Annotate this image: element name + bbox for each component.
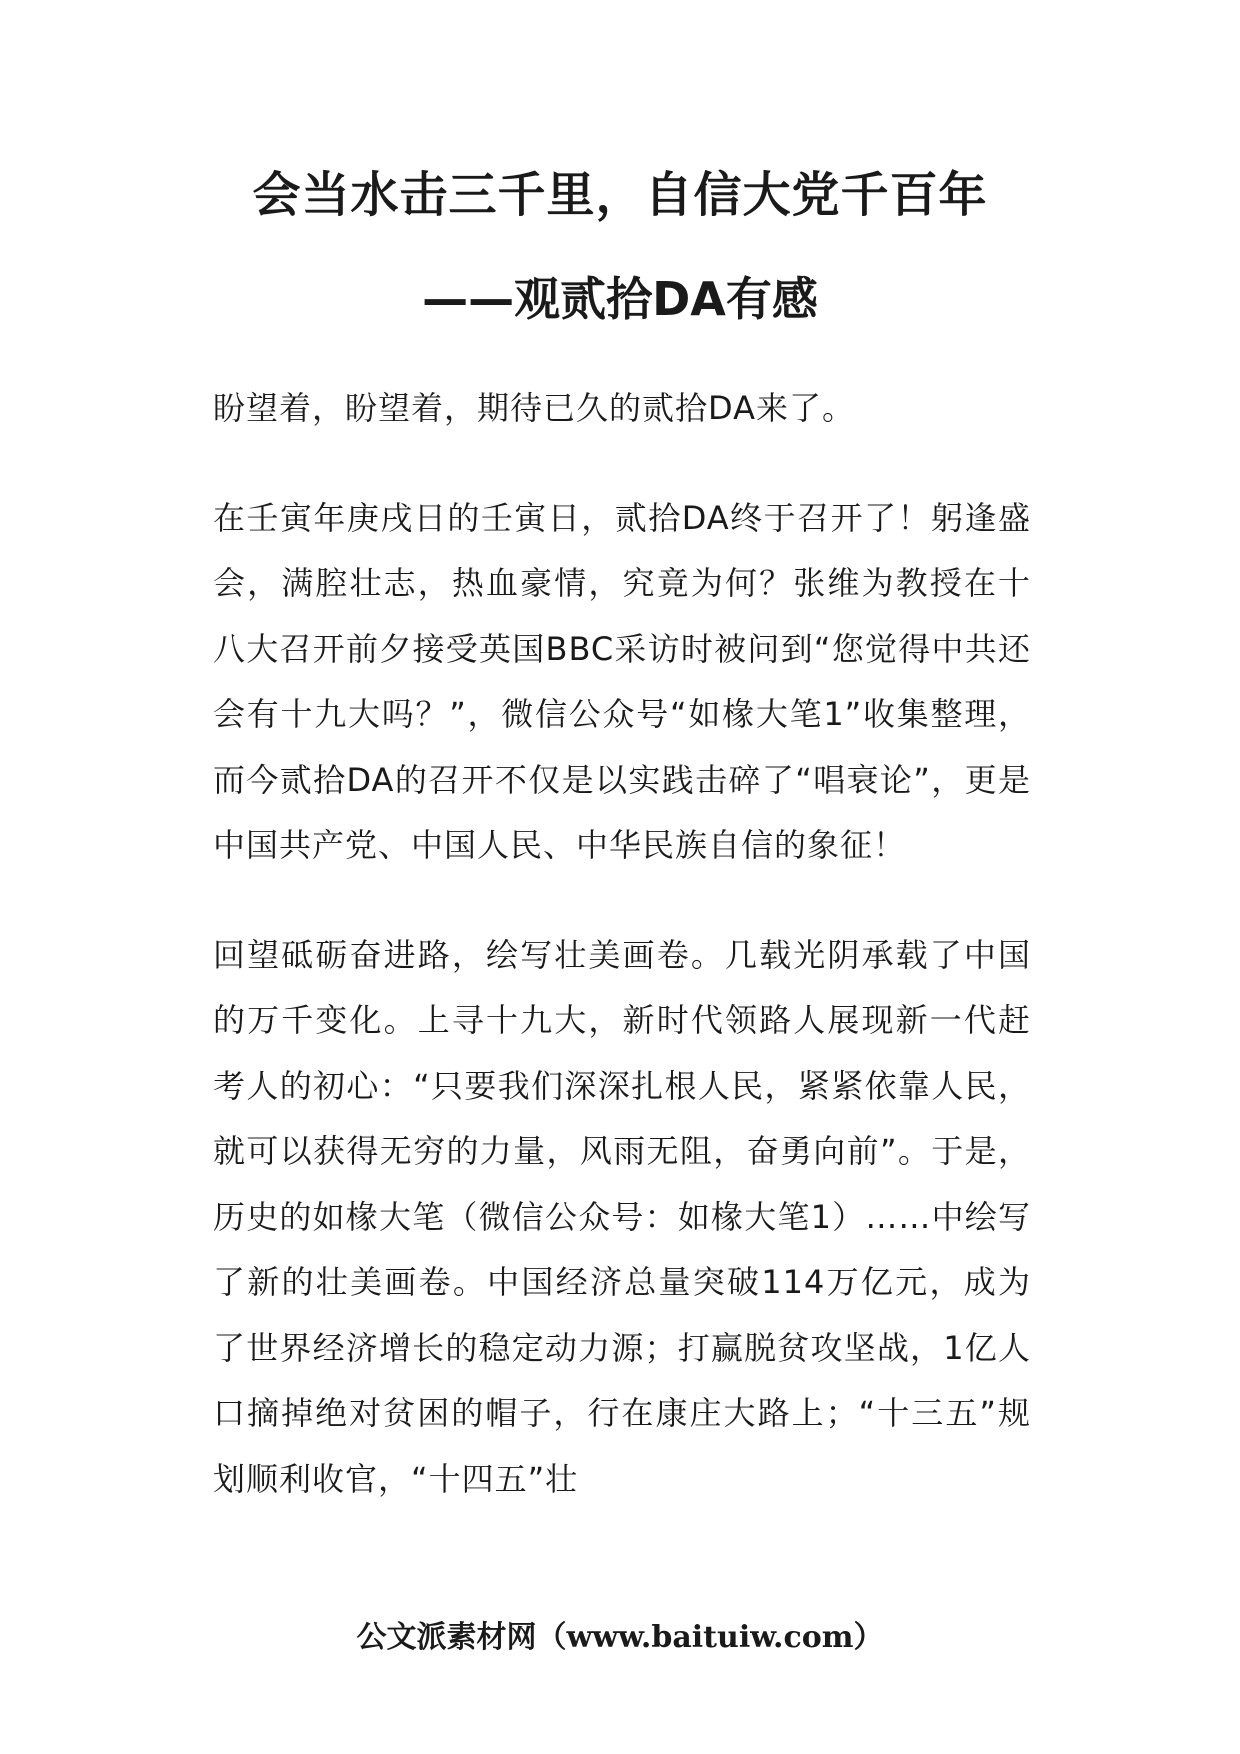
document-body <box>213 376 1031 1556</box>
paragraph-3: 回望砥砺奋进路，绘写壮美画卷。几载光阴承载了中国的万千变化。上寻十九大，新时代领路人展现新一代赶考人的初心：“只要我们深深扎根人民，紧紧依靠人民，就可以获得无穷的力量，风雨无阻，奋勇向前”。于是，历史的如椽大笔（微信公众号：如椽大笔1）……中绘写了新的壮美画卷。中国经济总量突破114万亿元，成为了世界经济增长的稳定动力源；打赢脱贫攻坚战，1亿人口摘掉绝对贫困的帽子，行在康庄大路上；“十三五”规划顺利收官，“十四五”壮 <box>213 935 1031 1498</box>
document-subtitle: ——观贰拾DA有感 <box>422 272 818 326</box>
paragraph-1: 盼望着，盼望着，期待已久的贰拾DA来了。 <box>213 389 855 427</box>
paragraph-2: 在壬寅年庚戌日的壬寅日，贰拾DA终于召开了！躬逢盛会，满腔壮志，热血豪情，究竟为何？张维为教授在十八大召开前夕接受英国BBC采访时被问到“您觉得中共还会有十九大吗？”，微信公众号“如椽大笔1”收集整理，而今贰拾DA的召开不仅是以实践击碎了“唱衰论”，更是中国共产党、中国人民、中华民族自信的象征！ <box>213 498 1031 864</box>
page-footer: 公文派素材网（www.baituiw.com） <box>356 1620 884 1655</box>
document-title: 会当水击三千里，自信大党千百年 <box>252 167 988 223</box>
